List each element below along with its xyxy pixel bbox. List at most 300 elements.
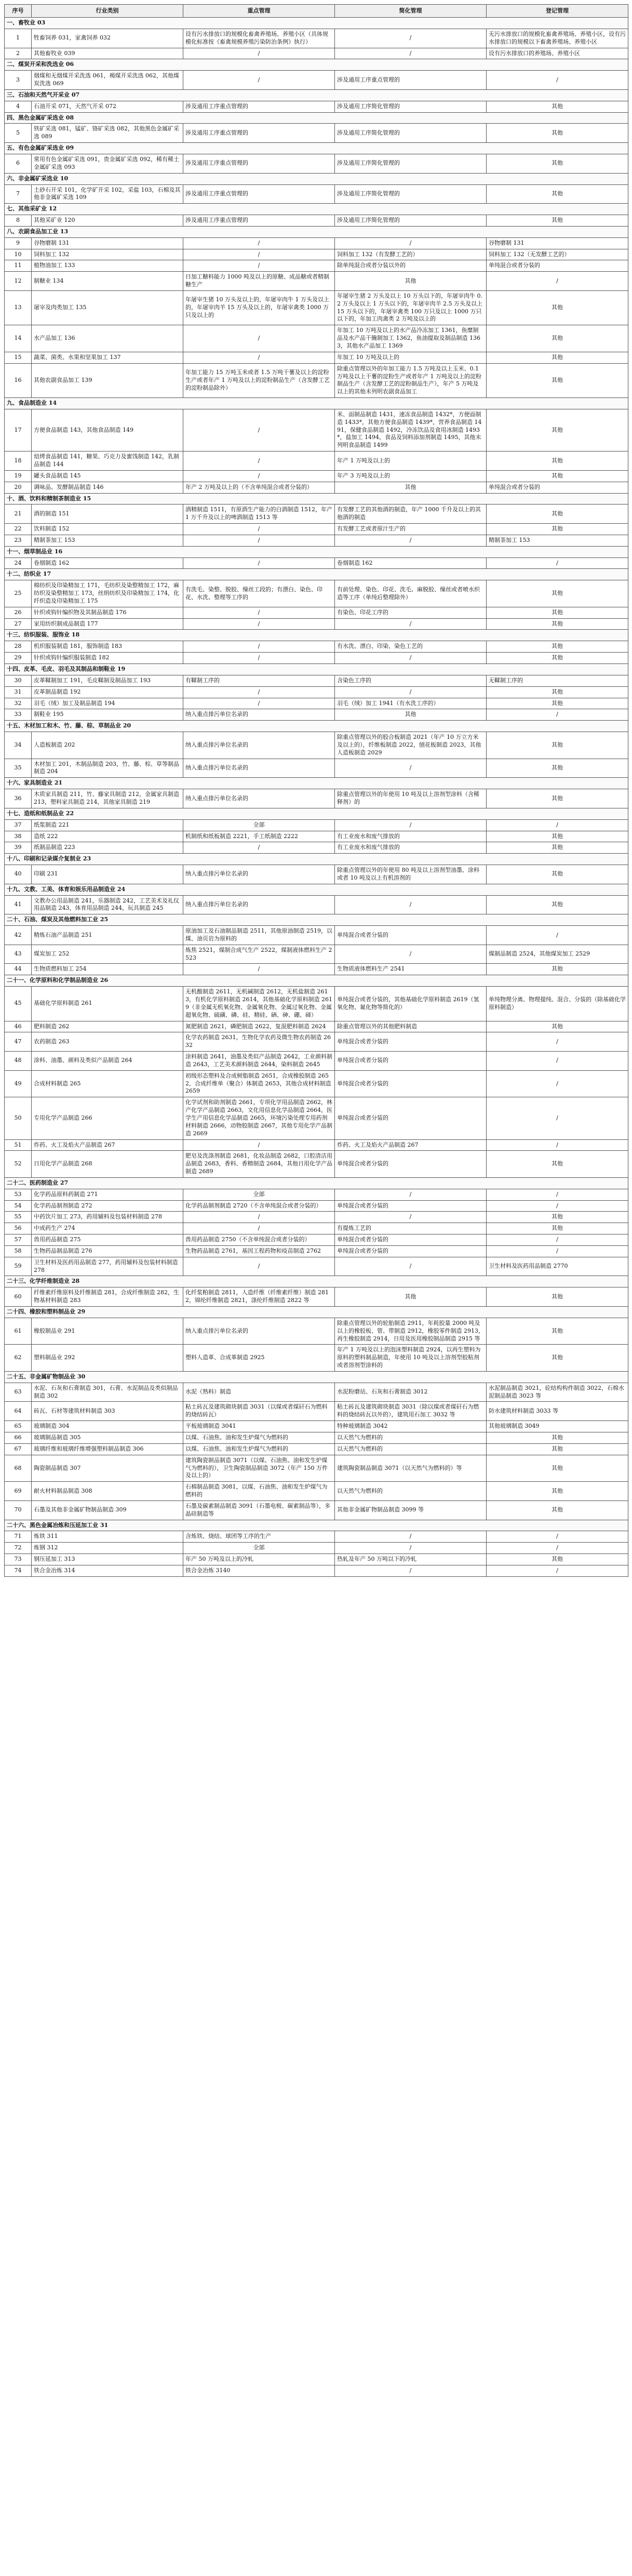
simplified-management-cell: 以天然气为燃料的: [335, 1443, 487, 1455]
registration-management-cell: /: [487, 1189, 628, 1200]
table-row: [5, 325, 628, 352]
industry-category-cell: 砖瓦、石材等建筑材料制造 303: [32, 1402, 183, 1421]
registration-management-cell: /: [487, 1097, 628, 1139]
row-number: 44: [5, 964, 32, 975]
header-simplified-management: 简化管理: [335, 5, 487, 18]
key-management-cell: 全部: [183, 1189, 335, 1200]
row-number: 63: [5, 1383, 32, 1402]
key-management-cell: 平板玻璃制造 3041: [183, 1421, 335, 1432]
table-row: [5, 482, 628, 493]
registration-management-cell: 其他: [487, 363, 628, 397]
industry-category-cell: 生物质燃料加工 254: [32, 964, 183, 975]
key-management-cell: /: [183, 698, 335, 709]
key-management-cell: 初级形态塑料及合成树脂制造 2651，合成橡胶制造 2652，合成纤维单（聚合）体制造 2653，其他合成材料制造 2659: [183, 1070, 335, 1097]
simplified-management-cell: 单纯混合或者分装的，其他基础化学原料制造 2619（氢氧化物、氟化物等简化的）: [335, 987, 487, 1021]
row-number: 1: [5, 29, 32, 48]
section-header-row: [5, 493, 628, 504]
table-row: [5, 524, 628, 535]
key-management-cell: /: [183, 237, 335, 249]
key-management-cell: 纳入重点排污单位名录的: [183, 865, 335, 884]
industry-category-cell: 植物油加工 133: [32, 260, 183, 272]
table-row: [5, 1189, 628, 1200]
industry-category-cell: 石墨及其他非金属矿物制品制造 309: [32, 1501, 183, 1520]
row-number: 5: [5, 124, 32, 143]
registration-management-cell: 其他: [487, 325, 628, 352]
section-header-row: [5, 914, 628, 926]
simplified-management-cell: 以天然气为燃料的: [335, 1432, 487, 1443]
key-management-cell: /: [183, 618, 335, 630]
table-row: [5, 1021, 628, 1032]
section-title: 二、煤炭开采和洗选业 06: [5, 59, 628, 71]
key-management-cell: /: [183, 641, 335, 653]
registration-management-cell: 其他: [487, 1021, 628, 1032]
industry-category-cell: 纤维素纤维原料及纤维制造 281，合成纤维制造 282，生物基材料制造 283: [32, 1287, 183, 1307]
section-title: 八、农副食品加工业 13: [5, 226, 628, 237]
table-row: [5, 842, 628, 854]
key-management-cell: /: [183, 607, 335, 618]
registration-management-cell: 其他: [487, 865, 628, 884]
industry-category-cell: 屠宰及肉类加工 135: [32, 290, 183, 325]
registration-management-cell: /: [487, 1052, 628, 1071]
registration-management-cell: /: [487, 1234, 628, 1246]
table-row: [5, 1543, 628, 1554]
simplified-management-cell: 有水洗、漂白、印染、染色工艺的: [335, 641, 487, 653]
registration-management-cell: 其他: [487, 607, 628, 618]
row-number: 17: [5, 409, 32, 451]
simplified-management-cell: 除重点管理以外的年使用 80 吨及以上溶剂型油墨、涂料或者 10 吨及以上有机溶剂的: [335, 865, 487, 884]
industry-category-cell: 煤炭加工 252: [32, 945, 183, 964]
key-management-cell: 纳入重点排污单位名录的: [183, 732, 335, 759]
key-management-cell: /: [183, 535, 335, 546]
registration-management-cell: /: [487, 557, 628, 569]
section-title: 十、酒、饮料和精制茶制造业 15: [5, 493, 628, 504]
simplified-management-cell: 年加工 10 万吨及以上的: [335, 352, 487, 363]
industry-category-cell: 常用有色金属矿采选 091，贵金属矿采选 092，稀有稀土金属矿采选 093: [32, 154, 183, 173]
registration-management-cell: /: [487, 1245, 628, 1257]
section-title: 十二、纺织业 17: [5, 569, 628, 580]
section-title: 二十一、化学原料和化学制品制造业 26: [5, 975, 628, 987]
registration-management-cell: 其他: [487, 124, 628, 143]
key-management-cell: 涉及通用工序重点管理的: [183, 184, 335, 204]
key-management-cell: 石棉制品制造 3081，以煤、石油焦、油和发生炉煤气为燃料的: [183, 1482, 335, 1501]
simplified-management-cell: 涉及通用工序简化管理的: [335, 154, 487, 173]
key-management-cell: /: [183, 409, 335, 451]
simplified-management-cell: 含染色工序的: [335, 675, 487, 686]
industry-category-cell: 制糖业 134: [32, 272, 183, 291]
table-row: [5, 260, 628, 272]
section-header-row: [5, 204, 628, 215]
industry-category-cell: 制鞋业 195: [32, 709, 183, 721]
row-number: 49: [5, 1070, 32, 1097]
table-row: [5, 1421, 628, 1432]
row-number: 72: [5, 1543, 32, 1554]
industry-category-cell: 家用纺织制成品制造 177: [32, 618, 183, 630]
document-page: [4, 4, 628, 1577]
section-title: 二十、石油、煤炭及其他燃料加工业 25: [5, 914, 628, 926]
simplified-management-cell: 涉及通用工序简化管理的: [335, 124, 487, 143]
key-management-cell: /: [183, 686, 335, 698]
table-row: [5, 290, 628, 325]
table-row: [5, 352, 628, 363]
section-header-row: [5, 808, 628, 819]
registration-management-cell: 其他: [487, 154, 628, 173]
section-title: 五、有色金属矿采选业 09: [5, 143, 628, 154]
row-number: 45: [5, 987, 32, 1021]
row-number: 68: [5, 1455, 32, 1482]
simplified-management-cell: 炸药、火工及焰火产品制造 267: [335, 1139, 487, 1151]
registration-management-cell: 其他: [487, 1554, 628, 1565]
table-row: [5, 1052, 628, 1071]
industry-category-cell: 专用化学产品制造 266: [32, 1097, 183, 1139]
section-title: 二十五、非金属矿物制品业 30: [5, 1371, 628, 1383]
simplified-management-cell: 涉及通用工序简化管理的: [335, 215, 487, 227]
table-row: [5, 789, 628, 808]
industry-category-cell: 化学药品制剂制造 272: [32, 1200, 183, 1212]
row-number: 51: [5, 1139, 32, 1151]
key-management-cell: 涂料制造 2641，油墨及类似产品制造 2642，工业颜料制造 2643，工艺美术颜料制造 2644，染料制造 2645: [183, 1052, 335, 1071]
row-number: 16: [5, 363, 32, 397]
simplified-management-cell: 单纯混合或者分装的: [335, 1200, 487, 1212]
simplified-management-cell: 有发酵工艺的其他酒的制造，年产 1000 千升及以上的其他酒的制造: [335, 504, 487, 524]
row-number: 59: [5, 1257, 32, 1276]
simplified-management-cell: 除单纯混合或者分装以外的: [335, 260, 487, 272]
simplified-management-cell: /: [335, 535, 487, 546]
registration-management-cell: 单纯混合或者分装的: [487, 260, 628, 272]
registration-management-cell: /: [487, 1543, 628, 1554]
section-header-row: [5, 18, 628, 29]
table-row: [5, 1482, 628, 1501]
header-no: 序号: [5, 5, 32, 18]
registration-management-cell: /: [487, 926, 628, 945]
row-number: 54: [5, 1200, 32, 1212]
industry-category-cell: 化学药品原料药制造 271: [32, 1189, 183, 1200]
simplified-management-cell: 单纯混合或者分装的: [335, 1234, 487, 1246]
industry-category-cell: 生物药品制品制造 276: [32, 1245, 183, 1257]
row-number: 19: [5, 470, 32, 482]
section-header-row: [5, 569, 628, 580]
key-management-cell: 涉及通用工序重点管理的: [183, 124, 335, 143]
table-row: [5, 1531, 628, 1543]
key-management-cell: 原油加工及石油制品制造 2511，其他原油制造 2519，以煤、油页岩为原料的: [183, 926, 335, 945]
table-row: [5, 865, 628, 884]
key-management-cell: /: [183, 470, 335, 482]
table-row: [5, 945, 628, 964]
row-number: 20: [5, 482, 32, 493]
simplified-management-cell: 米、面制品制造 1431，速冻食品制造 1432*，方便面制造 1433*，其他方便食品制造 1439*，营养食品制造 1491，保健食品制造 1492，冷冻饮品及食用冰制造 1493*，盐加工 1494，食品及饲料添加剂制造 1495，其他未列明食品制造 1499: [335, 409, 487, 451]
row-number: 66: [5, 1432, 32, 1443]
row-number: 48: [5, 1052, 32, 1071]
industry-category-cell: 皮革鞣制加工 191，毛皮鞣制及制品加工 193: [32, 675, 183, 686]
table-row: [5, 184, 628, 204]
industry-category-cell: 饮料制造 152: [32, 524, 183, 535]
key-management-cell: 设有污水排放口的规模化畜禽养殖场、养殖小区（具体规模化标准按《畜禽规模养殖污染防治条例》执行）: [183, 29, 335, 48]
row-number: 50: [5, 1097, 32, 1139]
registration-management-cell: 其他: [487, 842, 628, 854]
simplified-management-cell: 羽毛（绒）加工 1941（有水洗工序的）: [335, 698, 487, 709]
row-number: 29: [5, 653, 32, 664]
row-number: 55: [5, 1212, 32, 1223]
section-header-row: [5, 59, 628, 71]
simplified-management-cell: 单纯混合或者分装的: [335, 1052, 487, 1071]
registration-management-cell: 其他: [487, 1455, 628, 1482]
table-row: [5, 48, 628, 59]
table-row: [5, 124, 628, 143]
registration-management-cell: 其他: [487, 653, 628, 664]
simplified-management-cell: 有工业废水和废气排放的: [335, 842, 487, 854]
simplified-management-cell: /: [335, 1189, 487, 1200]
industry-category-cell: 酒的制造 151: [32, 504, 183, 524]
industry-category-cell: 纸浆制造 221: [32, 819, 183, 831]
row-number: 3: [5, 71, 32, 90]
registration-management-cell: /: [487, 709, 628, 721]
key-management-cell: /: [183, 1139, 335, 1151]
key-management-cell: 塑料人造革、合成革制造 2925: [183, 1345, 335, 1372]
industry-category-cell: 中药饮片加工 273，药用辅料及包装材料制造 278: [32, 1212, 183, 1223]
industry-category-cell: 橡胶制品业 291: [32, 1318, 183, 1345]
industry-category-cell: 纸制品制造 223: [32, 842, 183, 854]
simplified-management-cell: 其他非金属矿物制品制造 3099 等: [335, 1501, 487, 1520]
table-header-row: [5, 5, 628, 18]
industry-category-cell: 铁矿采选 081，锰矿、铬矿采选 082，其他黑色金属矿采选 089: [32, 124, 183, 143]
key-management-cell: /: [183, 352, 335, 363]
table-row: [5, 653, 628, 664]
simplified-management-cell: 水泥粉磨站、石灰和石膏制造 3012: [335, 1383, 487, 1402]
simplified-management-cell: 年产 1 万吨及以上的泡沫塑料制造 2924，以再生塑料为原料的塑料制品制造，年使用 10 吨及以上溶剂型胶粘剂或者溶剂型涂料的: [335, 1345, 487, 1372]
table-row: [5, 1200, 628, 1212]
key-management-cell: 无机酸制造 2611，无机碱制造 2612，无机盐制造 2613，有机化学原料制造 2614，其他基础化学原料制造 2619（非金属无机氧化物、金属氧化物、金属过氧化物、金属超氧化物、硫磺、磷、硅、精硅、硒、砷、硼、碲）: [183, 987, 335, 1021]
key-management-cell: 涉及通用工序重点管理的: [183, 215, 335, 227]
section-header-row: [5, 112, 628, 124]
key-management-cell: /: [183, 964, 335, 975]
row-number: 28: [5, 641, 32, 653]
table-row: [5, 363, 628, 397]
simplified-management-cell: 其他: [335, 482, 487, 493]
key-management-cell: 纳入重点排污单位名录的: [183, 789, 335, 808]
row-number: 14: [5, 325, 32, 352]
key-management-cell: 日加工糖料能力 1000 吨及以上的原糖、成品糖或者精制糖生产: [183, 272, 335, 291]
key-management-cell: /: [183, 842, 335, 854]
row-number: 7: [5, 184, 32, 204]
registration-management-cell: 其他: [487, 184, 628, 204]
simplified-management-cell: /: [335, 237, 487, 249]
simplified-management-cell: 生物质液体燃料生产 2541: [335, 964, 487, 975]
key-management-cell: 炼焦 2521，煤制合成气生产 2522，煤制液体燃料生产 2523: [183, 945, 335, 964]
registration-management-cell: 其他: [487, 504, 628, 524]
key-management-cell: 化学农药制造 2631，生物化学农药及微生物农药制造 2632: [183, 1032, 335, 1052]
industry-category-cell: 蔬菜、菌类、水果和坚果加工 137: [32, 352, 183, 363]
header-registration-management: 登记管理: [487, 5, 628, 18]
key-management-cell: 含炼铁、烧结、球团等工序的生产: [183, 1531, 335, 1543]
table-row: [5, 504, 628, 524]
row-number: 71: [5, 1531, 32, 1543]
registration-management-cell: /: [487, 71, 628, 90]
simplified-management-cell: 其他: [335, 272, 487, 291]
section-header-row: [5, 884, 628, 895]
table-row: [5, 1032, 628, 1052]
simplified-management-cell: /: [335, 653, 487, 664]
registration-management-cell: /: [487, 272, 628, 291]
industry-category-cell: 羽毛（绒）加工及制品制造 194: [32, 698, 183, 709]
registration-management-cell: 单纯物理分离、物理提纯、混合、分装的（除基础化学原料制造）: [487, 987, 628, 1021]
registration-management-cell: 其他: [487, 732, 628, 759]
registration-management-cell: 其他: [487, 964, 628, 975]
key-management-cell: 纳入重点排污单位名录的: [183, 709, 335, 721]
key-management-cell: 有鞣制工序的: [183, 675, 335, 686]
industry-category-cell: 谷物磨制 131: [32, 237, 183, 249]
simplified-management-cell: /: [335, 1565, 487, 1576]
registration-management-cell: 其他: [487, 1318, 628, 1345]
key-management-cell: /: [183, 557, 335, 569]
row-number: 58: [5, 1245, 32, 1257]
registration-management-cell: /: [487, 1565, 628, 1576]
row-number: 74: [5, 1565, 32, 1576]
industry-category-cell: 皮革制品制造 192: [32, 686, 183, 698]
key-management-cell: 化学药品制剂制造 2720（不含单纯混合或者分装的）: [183, 1200, 335, 1212]
key-management-cell: /: [183, 1257, 335, 1276]
table-row: [5, 101, 628, 112]
registration-management-cell: 其他玻璃制造 3049: [487, 1421, 628, 1432]
row-number: 43: [5, 945, 32, 964]
simplified-management-cell: /: [335, 618, 487, 630]
key-management-cell: /: [183, 325, 335, 352]
simplified-management-cell: /: [335, 819, 487, 831]
industry-category-cell: 针织或钩针编织物及其制品制造 176: [32, 607, 183, 618]
simplified-management-cell: /: [335, 759, 487, 778]
row-number: 67: [5, 1443, 32, 1455]
section-title: 十六、家具制造业 21: [5, 778, 628, 789]
table-row: [5, 1212, 628, 1223]
industry-category-cell: 焙烤食品制造 141，糖果、巧克力及蜜饯制造 142，乳制品制造 144: [32, 452, 183, 471]
simplified-management-cell: 涉及通用工序简化管理的: [335, 101, 487, 112]
table-row: [5, 1402, 628, 1421]
table-row: [5, 535, 628, 546]
table-row: [5, 732, 628, 759]
classification-table: [4, 4, 628, 1577]
section-header-row: [5, 143, 628, 154]
registration-management-cell: 其他: [487, 1482, 628, 1501]
industry-category-cell: 机织服装制造 181，服饰制造 183: [32, 641, 183, 653]
key-management-cell: 全部: [183, 819, 335, 831]
section-header-row: [5, 1307, 628, 1318]
section-header-row: [5, 778, 628, 789]
row-number: 31: [5, 686, 32, 698]
registration-management-cell: 其他: [487, 290, 628, 325]
table-row: [5, 1234, 628, 1246]
table-row: [5, 675, 628, 686]
row-number: 30: [5, 675, 32, 686]
table-row: [5, 1245, 628, 1257]
registration-management-cell: 其他: [487, 1345, 628, 1372]
registration-management-cell: /: [487, 1200, 628, 1212]
row-number: 27: [5, 618, 32, 630]
table-row: [5, 1257, 628, 1276]
registration-management-cell: 其他: [487, 352, 628, 363]
row-number: 18: [5, 452, 32, 471]
industry-category-cell: 炼钢 312: [32, 1543, 183, 1554]
registration-management-cell: 其他: [487, 452, 628, 471]
key-management-cell: /: [183, 260, 335, 272]
industry-category-cell: 饲料加工 132: [32, 249, 183, 260]
industry-category-cell: 棉纺织及印染精加工 171，毛纺织及染整精加工 172，麻纺织及染整精加工 173，丝绢纺织及印染精加工 174，化纤织造及印染精加工 175: [32, 580, 183, 607]
registration-management-cell: 其他: [487, 831, 628, 842]
simplified-management-cell: 年屠宰生猪 2 万头及以上 10 万头以下的，年屠宰肉牛 0.2 万头及以上 1 万头以下的，年屠宰肉羊 2.5 万头及以上 15 万头以下的，年屠宰禽类 100 万只及以上 1000 万只以下的，年加工肉禽类 2 万吨及以上的: [335, 290, 487, 325]
row-number: 10: [5, 249, 32, 260]
row-number: 39: [5, 842, 32, 854]
section-title: 四、黑色金属矿采选业 08: [5, 112, 628, 124]
row-number: 32: [5, 698, 32, 709]
simplified-management-cell: /: [335, 1531, 487, 1543]
simplified-management-cell: 除重点管理以外的年加工能力 1.5 万吨及以上玉米、0.1 万吨及以上干薯的淀粉生产或者年产 1 万吨及以上的淀粉制品生产（含发酵工艺的淀粉制品生产），年产 5 万吨及以上的其他未列明农副食品加工: [335, 363, 487, 397]
industry-category-cell: 调味品、发酵制品制造 146: [32, 482, 183, 493]
industry-category-cell: 涂料、油墨、颜料及类似产品制造 264: [32, 1052, 183, 1071]
row-number: 12: [5, 272, 32, 291]
section-header-row: [5, 854, 628, 865]
key-management-cell: 肥皂及洗涤剂制造 2681，化妆品制造 2682，口腔清洁用品制造 2683，香料、香精制造 2684，其他日用化学产品制造 2689: [183, 1151, 335, 1178]
section-header-row: [5, 173, 628, 184]
key-management-cell: /: [183, 48, 335, 59]
row-number: 73: [5, 1554, 32, 1565]
registration-management-cell: 其他: [487, 1432, 628, 1443]
registration-management-cell: 其他: [487, 895, 628, 914]
simplified-management-cell: 有工业废水和废气排放的: [335, 831, 487, 842]
key-management-cell: 年屠宰生猪 10 万头及以上的，年屠宰肉牛 1 万头及以上的，年屠宰肉羊 15 万头及以上的，年屠宰禽类 1000 万只及以上的: [183, 290, 335, 325]
registration-management-cell: 无污水排放口的规模化畜禽养殖场、养殖小区，设有污水排放口的规模以下畜禽养殖场、养殖小区: [487, 29, 628, 48]
industry-category-cell: 水产品加工 136: [32, 325, 183, 352]
row-number: 47: [5, 1032, 32, 1052]
row-number: 25: [5, 580, 32, 607]
industry-category-cell: 钢压延加工 313: [32, 1554, 183, 1565]
row-number: 69: [5, 1482, 32, 1501]
table-row: [5, 1287, 628, 1307]
industry-category-cell: 造纸 222: [32, 831, 183, 842]
table-row: [5, 557, 628, 569]
simplified-management-cell: 除重点管理以外的胶合板制造 2021（年产 10 万立方米及以上的），纤维板制造 2022，刨花板制造 2023，其他人造板制造 2029: [335, 732, 487, 759]
simplified-management-cell: /: [335, 895, 487, 914]
section-title: 二十四、橡胶和塑料制品业 29: [5, 1307, 628, 1318]
section-header-row: [5, 1371, 628, 1383]
table-row: [5, 1383, 628, 1402]
table-row: [5, 831, 628, 842]
table-row: [5, 272, 628, 291]
section-header-row: [5, 721, 628, 732]
industry-category-cell: 农药制造 263: [32, 1032, 183, 1052]
key-management-cell: 全部: [183, 1543, 335, 1554]
row-number: 56: [5, 1223, 32, 1234]
section-header-row: [5, 1177, 628, 1189]
section-title: 十一、烟草制品业 16: [5, 546, 628, 557]
table-row: [5, 1345, 628, 1372]
registration-management-cell: 单纯混合或者分装的: [487, 482, 628, 493]
simplified-management-cell: /: [335, 29, 487, 48]
industry-category-cell: 水泥、石灰和石膏制造 301，石膏、水泥制品及类似制品制造 302: [32, 1383, 183, 1402]
section-header-row: [5, 1276, 628, 1287]
row-number: 65: [5, 1421, 32, 1432]
row-number: 33: [5, 709, 32, 721]
industry-category-cell: 卫生材料及医药用品制造 277，药用辅料及包装材料制造 278: [32, 1257, 183, 1276]
simplified-management-cell: 年产 1 万吨及以上的: [335, 452, 487, 471]
row-number: 62: [5, 1345, 32, 1372]
table-row: [5, 1565, 628, 1576]
simplified-management-cell: 除重点管理以外的轮胎制造 2911，年耗胶量 2000 吨及以上的橡胶板、管、带制造 2912，橡胶零件制造 2913，再生橡胶制造 2914，日用及医用橡胶制品制造 2915 等: [335, 1318, 487, 1345]
industry-category-cell: 烟煤和无烟煤开采洗选 061，褐煤开采洗选 062，其他煤炭洗选 069: [32, 71, 183, 90]
registration-management-cell: 其他: [487, 789, 628, 808]
key-management-cell: 涉及通用工序重点管理的: [183, 101, 335, 112]
section-title: 九、食品制造业 14: [5, 398, 628, 409]
key-management-cell: 化纤浆粕制造 2811，人造纤维（纤维素纤维）制造 2812，锦纶纤维制造 2821，涤纶纤维制造 2822 等: [183, 1287, 335, 1307]
simplified-management-cell: 单纯混合或者分装的: [335, 1097, 487, 1139]
key-management-cell: 纳入重点排污单位名录的: [183, 895, 335, 914]
industry-category-cell: 中成药生产 274: [32, 1223, 183, 1234]
